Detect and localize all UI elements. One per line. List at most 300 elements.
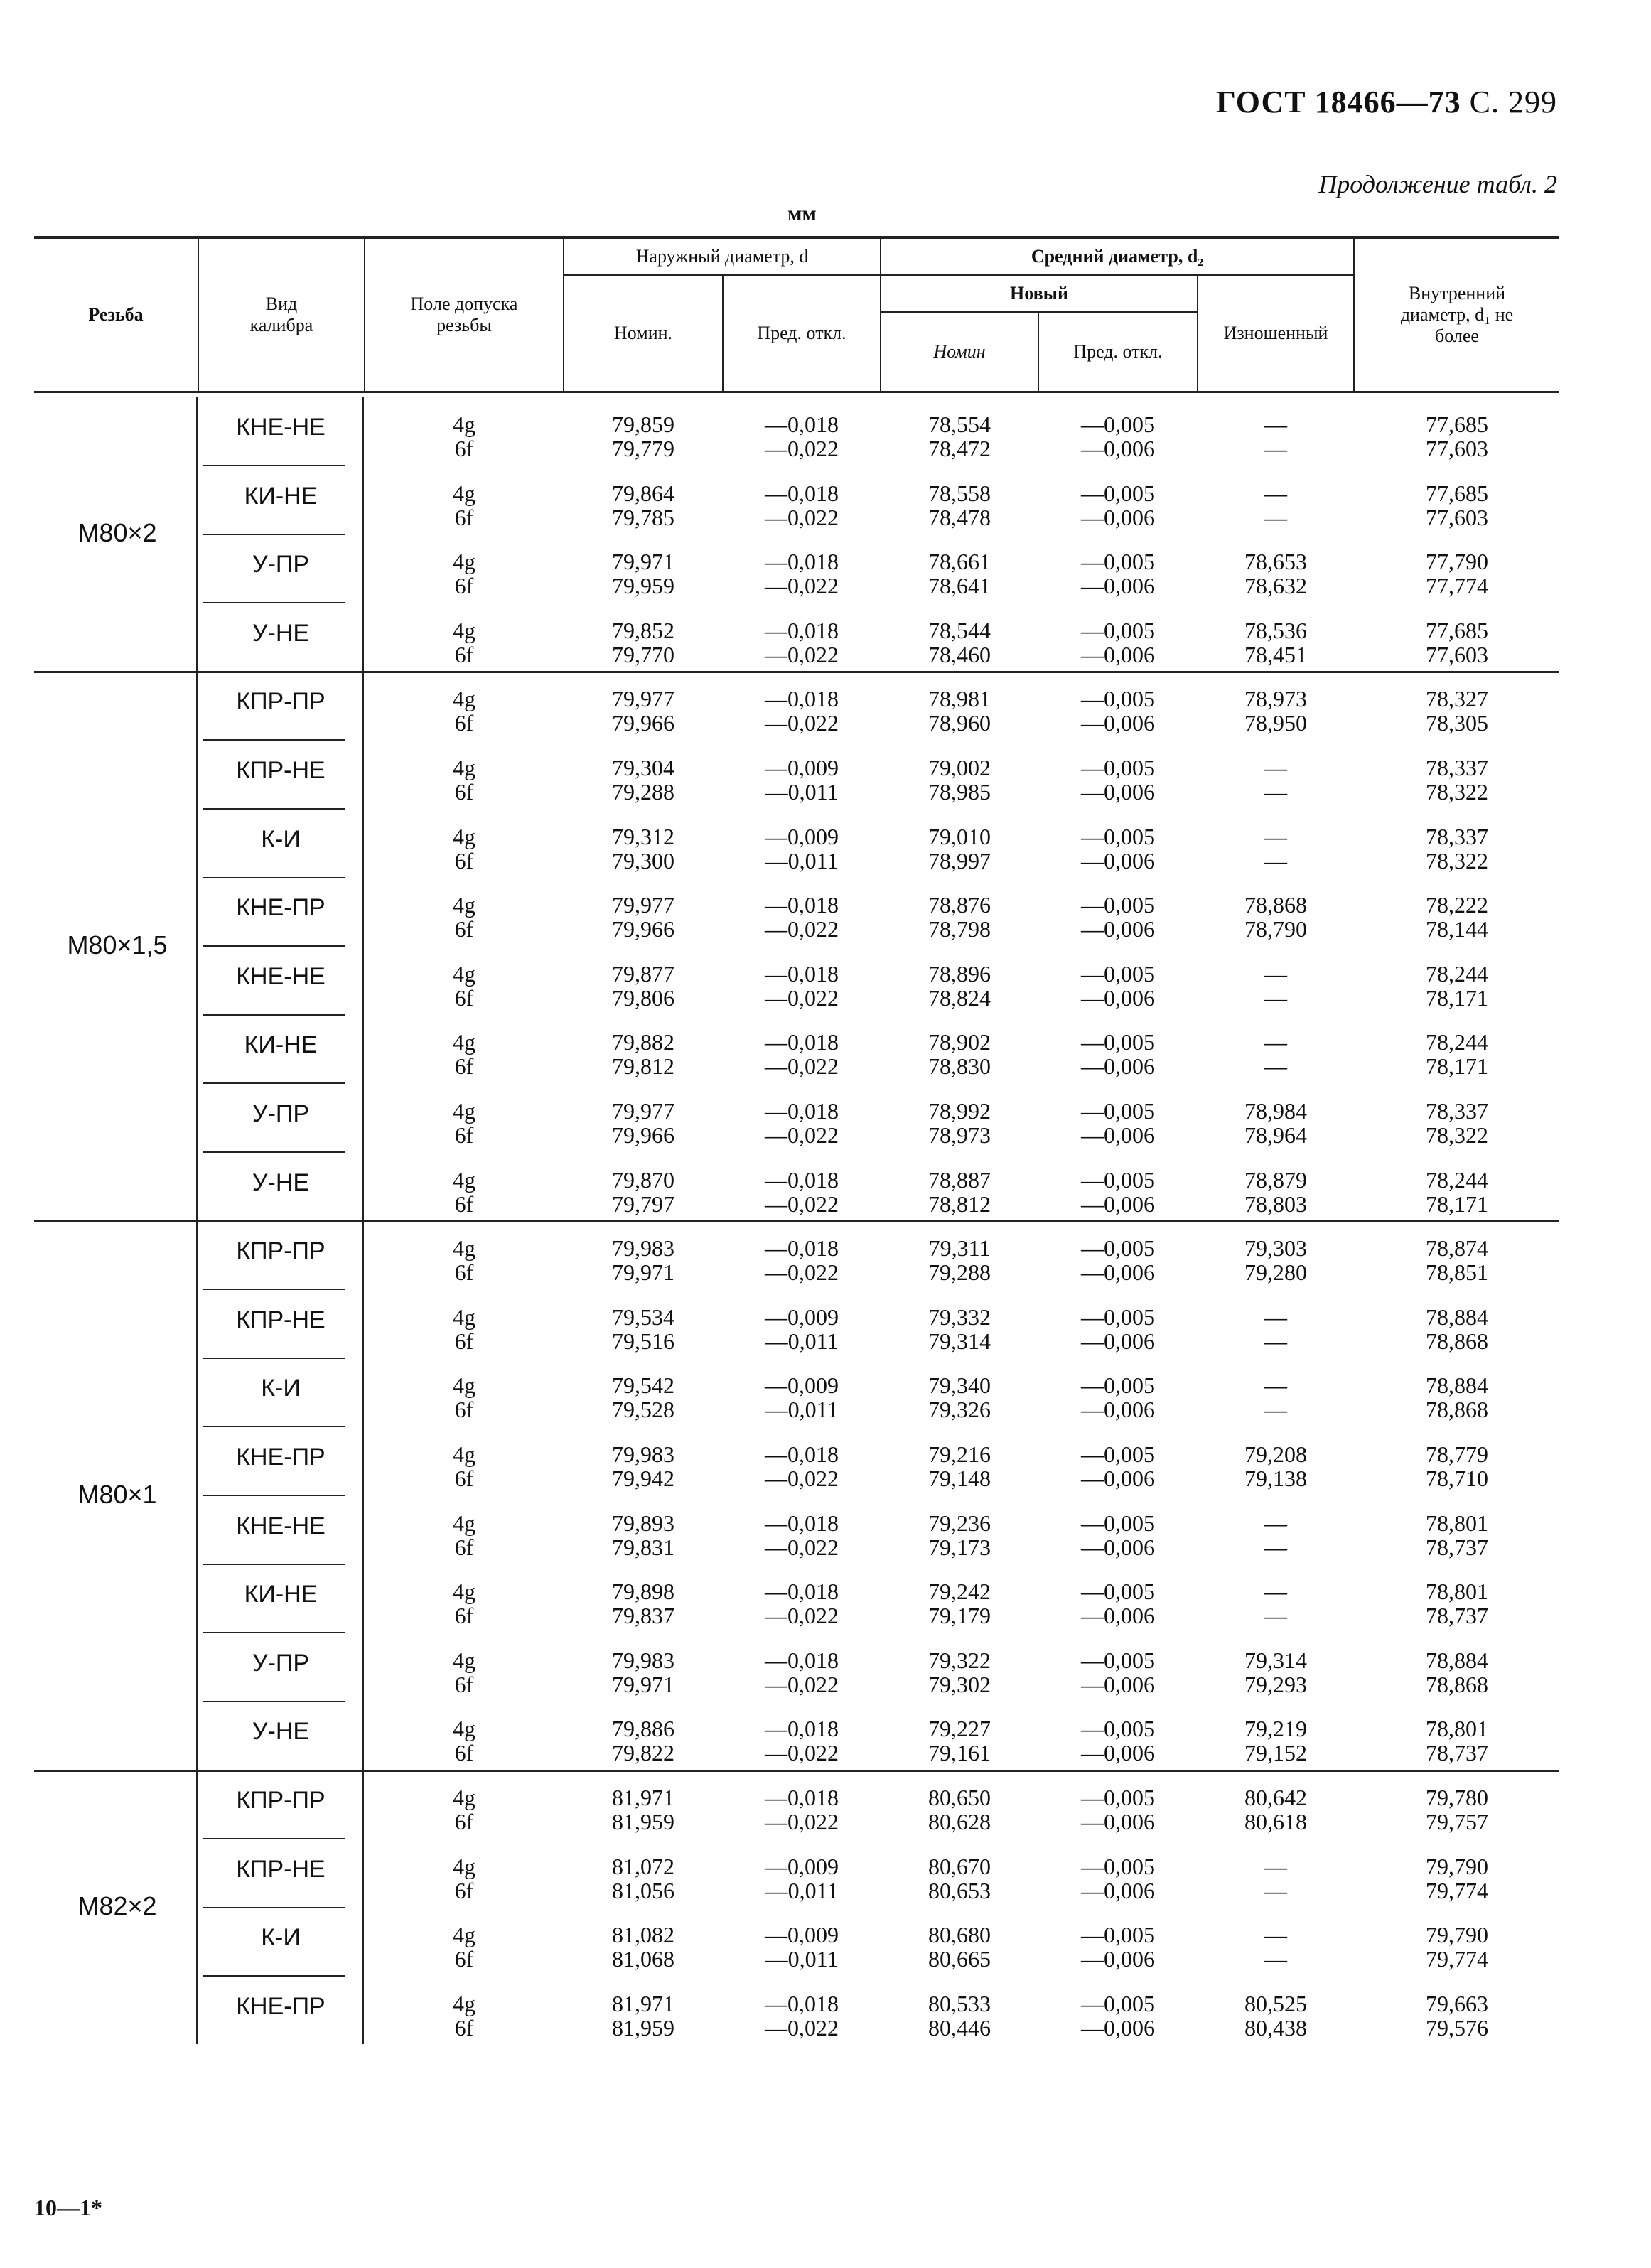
value-lower: 78,171 bbox=[1426, 1191, 1488, 1217]
cell-pitch-dev bbox=[1039, 1511, 1197, 1559]
value-lower: 79,138 bbox=[1244, 1466, 1307, 1491]
gauge-row-rule bbox=[203, 1082, 345, 1084]
value-lower: 79,179 bbox=[928, 1603, 991, 1629]
value-upper: 80,642 bbox=[1244, 1785, 1307, 1810]
thread-label: М80×2 bbox=[77, 518, 157, 548]
section-divider bbox=[362, 1770, 364, 2044]
value-upper: 4g bbox=[453, 1785, 475, 1810]
value-lower: — bbox=[1264, 504, 1287, 530]
cell-pitch-nom bbox=[881, 1099, 1038, 1147]
cell-outer-nom bbox=[564, 893, 722, 941]
value-upper: — bbox=[1264, 1510, 1287, 1536]
value-lower: 79,528 bbox=[612, 1397, 674, 1423]
cell-outer-dev bbox=[724, 1236, 880, 1284]
value-upper: 79,534 bbox=[612, 1304, 674, 1330]
value-lower: 78,632 bbox=[1244, 573, 1307, 599]
value-lower: —0,006 bbox=[1081, 916, 1155, 942]
value-lower: 79,806 bbox=[612, 984, 674, 1011]
cell-outer-nom bbox=[564, 1373, 722, 1421]
cell-outer-dev bbox=[724, 824, 880, 873]
value-lower: 6f bbox=[454, 984, 474, 1011]
value-upper: 4g bbox=[453, 1510, 475, 1536]
cell-outer-nom bbox=[564, 1030, 722, 1078]
value-upper: —0,005 bbox=[1081, 1716, 1155, 1742]
gauge-type-label: КПР-НЕ bbox=[236, 757, 326, 784]
value-lower: —0,022 bbox=[765, 1191, 839, 1217]
value-upper: — bbox=[1264, 480, 1287, 506]
value-upper: 78,902 bbox=[928, 1029, 991, 1055]
value-lower: 78,868 bbox=[1426, 1397, 1488, 1423]
value-lower: —0,006 bbox=[1081, 1259, 1155, 1286]
value-lower: —0,022 bbox=[765, 2014, 839, 2041]
value-upper: 79,304 bbox=[612, 755, 674, 780]
value-upper: 78,868 bbox=[1244, 892, 1307, 918]
value-lower: 79,152 bbox=[1244, 1740, 1307, 1766]
value-upper: 79,882 bbox=[612, 1029, 674, 1055]
value-upper: 80,650 bbox=[928, 1785, 991, 1810]
cell-outer-nom bbox=[564, 1442, 722, 1490]
cell-inner-diameter bbox=[1355, 481, 1559, 530]
cell-pitch-nom bbox=[881, 1442, 1038, 1490]
value-lower: 78,144 bbox=[1426, 916, 1488, 942]
cell-outer-nom bbox=[564, 1099, 722, 1147]
cell-pitch-dev bbox=[1039, 1854, 1197, 1903]
cell-pitch-nom bbox=[881, 1168, 1038, 1216]
value-upper: 79,780 bbox=[1426, 1785, 1488, 1810]
value-lower: —0,011 bbox=[765, 1877, 839, 1903]
cell-inner-diameter bbox=[1355, 549, 1559, 598]
value-upper: —0,018 bbox=[765, 1098, 839, 1124]
value-lower: 6f bbox=[454, 1671, 474, 1697]
cell-tolerance bbox=[365, 481, 563, 530]
cell-inner-diameter bbox=[1355, 687, 1559, 735]
cell-outer-dev bbox=[724, 1648, 880, 1697]
cell-outer-nom bbox=[564, 1305, 722, 1353]
value-upper: 78,884 bbox=[1426, 1372, 1488, 1399]
thread-label: М80×1 bbox=[77, 1479, 157, 1509]
cell-pitch-dev bbox=[1039, 1785, 1197, 1834]
cell-inner-diameter bbox=[1355, 1648, 1559, 1697]
value-upper: 78,544 bbox=[928, 617, 991, 643]
value-upper: 79,242 bbox=[928, 1579, 991, 1605]
cell-pitch-nom bbox=[881, 824, 1038, 873]
cell-pitch-nom bbox=[881, 1716, 1038, 1765]
value-lower: 78,171 bbox=[1426, 1053, 1488, 1080]
value-lower: 78,868 bbox=[1426, 1328, 1488, 1354]
table-continuation-note: Продолжение табл. 2 bbox=[1318, 170, 1557, 198]
value-lower: 6f bbox=[454, 436, 474, 461]
cell-pitch-nom bbox=[881, 1785, 1038, 1834]
value-lower: —0,006 bbox=[1081, 1053, 1155, 1080]
value-upper: 78,887 bbox=[928, 1166, 991, 1193]
value-lower: 6f bbox=[454, 1740, 474, 1766]
cell-tolerance bbox=[365, 962, 563, 1010]
value-upper: 79,864 bbox=[612, 480, 674, 506]
value-upper: 4g bbox=[453, 686, 475, 712]
value-lower: 78,997 bbox=[928, 847, 991, 874]
gauge-row-rule bbox=[203, 1632, 345, 1633]
value-lower: 79,785 bbox=[612, 504, 674, 530]
cell-outer-nom bbox=[564, 1992, 722, 2040]
cell-outer-nom bbox=[564, 1785, 722, 1834]
value-upper: 79,219 bbox=[1244, 1716, 1307, 1742]
gauge-row-rule bbox=[203, 1495, 345, 1496]
value-upper: 77,790 bbox=[1426, 549, 1488, 575]
value-upper: —0,009 bbox=[765, 755, 839, 780]
value-upper: 77,685 bbox=[1426, 412, 1488, 437]
cell-inner-diameter bbox=[1355, 1579, 1559, 1628]
value-upper: —0,005 bbox=[1081, 412, 1155, 437]
value-upper: 79,977 bbox=[612, 892, 674, 918]
value-lower: 78,472 bbox=[928, 436, 991, 461]
value-lower: 79,770 bbox=[612, 641, 674, 667]
value-lower: 79,326 bbox=[928, 1397, 991, 1423]
value-upper: 78,984 bbox=[1244, 1098, 1307, 1124]
gauge-type-label: КИ-НЕ bbox=[244, 1031, 318, 1059]
value-lower: —0,022 bbox=[765, 1053, 839, 1080]
value-lower: —0,011 bbox=[765, 1328, 839, 1354]
value-upper: 81,072 bbox=[612, 1853, 674, 1879]
cell-tolerance bbox=[365, 1716, 563, 1765]
value-upper: —0,009 bbox=[765, 1853, 839, 1879]
cell-worn bbox=[1198, 756, 1353, 804]
value-upper: —0,018 bbox=[765, 1785, 839, 1810]
cell-outer-nom bbox=[564, 962, 722, 1010]
table-header-rule bbox=[34, 391, 1559, 393]
cell-pitch-dev bbox=[1039, 1442, 1197, 1490]
gauge-type-label: КНЕ-ПР bbox=[236, 1992, 326, 2020]
value-upper: 78,554 bbox=[928, 412, 991, 437]
cell-pitch-dev bbox=[1039, 481, 1197, 530]
gauge-type-label: КПР-НЕ bbox=[236, 1306, 326, 1333]
value-lower: 78,851 bbox=[1426, 1259, 1488, 1286]
cell-tolerance bbox=[365, 1579, 563, 1628]
cell-worn bbox=[1198, 824, 1353, 873]
gauge-row-rule bbox=[203, 1975, 345, 1977]
gauge-type-label: КПР-ПР bbox=[236, 1787, 326, 1814]
value-lower: —0,022 bbox=[765, 1122, 839, 1148]
cell-pitch-nom bbox=[881, 962, 1038, 1010]
value-lower: 6f bbox=[454, 916, 474, 942]
value-lower: —0,011 bbox=[765, 1397, 839, 1423]
value-lower: —0,006 bbox=[1081, 847, 1155, 874]
section-rule bbox=[34, 1770, 1559, 1772]
value-upper: 79,893 bbox=[612, 1510, 674, 1536]
value-lower: —0,006 bbox=[1081, 1328, 1155, 1354]
value-lower: —0,022 bbox=[765, 1259, 839, 1286]
value-upper: 4g bbox=[453, 1716, 475, 1742]
section-divider bbox=[196, 397, 198, 671]
value-upper: —0,005 bbox=[1081, 1785, 1155, 1810]
cell-worn bbox=[1198, 1923, 1353, 1971]
cell-worn bbox=[1198, 1030, 1353, 1078]
value-lower: —0,022 bbox=[765, 984, 839, 1011]
value-lower: 78,451 bbox=[1244, 641, 1307, 667]
cell-outer-nom bbox=[564, 687, 722, 735]
value-lower: — bbox=[1264, 1328, 1287, 1354]
value-upper: 80,525 bbox=[1244, 1990, 1307, 2016]
cell-pitch-dev bbox=[1039, 1168, 1197, 1216]
value-lower: 79,971 bbox=[612, 1671, 674, 1697]
value-upper: 4g bbox=[453, 1098, 475, 1124]
value-lower: —0,006 bbox=[1081, 1466, 1155, 1491]
value-upper: 4g bbox=[453, 1304, 475, 1330]
cell-worn bbox=[1198, 962, 1353, 1010]
value-upper: 78,536 bbox=[1244, 617, 1307, 643]
cell-pitch-dev bbox=[1039, 756, 1197, 804]
gauge-row-rule bbox=[203, 1151, 345, 1153]
gauge-type-label: У-ПР bbox=[252, 551, 310, 579]
value-lower: 80,446 bbox=[928, 2014, 991, 2041]
gauge-type-label: К-И bbox=[261, 1375, 301, 1402]
value-upper: 4g bbox=[453, 1372, 475, 1399]
cell-outer-dev bbox=[724, 1030, 880, 1078]
cell-inner-diameter bbox=[1355, 1442, 1559, 1490]
value-upper: 78,981 bbox=[928, 686, 991, 712]
cell-pitch-dev bbox=[1039, 1236, 1197, 1284]
cell-outer-dev bbox=[724, 1923, 880, 1971]
value-lower: 6f bbox=[454, 1603, 474, 1629]
value-lower: —0,006 bbox=[1081, 1671, 1155, 1697]
value-upper: —0,005 bbox=[1081, 480, 1155, 506]
value-lower: —0,006 bbox=[1081, 641, 1155, 667]
value-upper: —0,018 bbox=[765, 1990, 839, 2016]
value-lower: 81,959 bbox=[612, 2014, 674, 2041]
value-lower: — bbox=[1264, 779, 1287, 805]
value-lower: —0,006 bbox=[1081, 1534, 1155, 1560]
value-upper: 4g bbox=[453, 480, 475, 506]
value-upper: —0,018 bbox=[765, 1716, 839, 1742]
value-lower: 79,148 bbox=[928, 1466, 991, 1491]
value-upper: 78,327 bbox=[1426, 686, 1488, 712]
value-upper: —0,005 bbox=[1081, 1166, 1155, 1193]
value-lower: — bbox=[1264, 984, 1287, 1011]
col-worn: Изношенный bbox=[1223, 323, 1328, 344]
value-lower: 78,798 bbox=[928, 916, 991, 942]
cell-outer-dev bbox=[724, 893, 880, 941]
value-lower: 79,774 bbox=[1426, 1877, 1488, 1903]
section-rule bbox=[34, 1220, 1559, 1222]
cell-worn bbox=[1198, 1854, 1353, 1903]
gauge-type-label: КПР-ПР bbox=[236, 688, 326, 716]
cell-outer-dev bbox=[724, 1716, 880, 1765]
value-upper: — bbox=[1264, 412, 1287, 437]
value-lower: 79,966 bbox=[612, 1122, 674, 1148]
gauge-type-label: У-ПР bbox=[252, 1649, 310, 1677]
value-lower: —0,006 bbox=[1081, 2014, 1155, 2041]
value-lower: 77,603 bbox=[1426, 504, 1488, 530]
value-lower: 80,438 bbox=[1244, 2014, 1307, 2041]
value-upper: 78,779 bbox=[1426, 1441, 1488, 1467]
cell-worn bbox=[1198, 1305, 1353, 1353]
cell-inner-diameter bbox=[1355, 1854, 1559, 1903]
value-upper: 4g bbox=[453, 1647, 475, 1673]
value-upper: 4g bbox=[453, 1922, 475, 1948]
col-thread: Резьба bbox=[88, 304, 144, 326]
value-lower: —0,006 bbox=[1081, 1397, 1155, 1423]
cell-outer-dev bbox=[724, 1168, 880, 1216]
col-new: Новый bbox=[1010, 283, 1068, 304]
cell-outer-dev bbox=[724, 1099, 880, 1147]
cell-pitch-nom bbox=[881, 756, 1038, 804]
cell-pitch-dev bbox=[1039, 412, 1197, 461]
value-upper: 4g bbox=[453, 549, 475, 575]
thread-label: М80×1,5 bbox=[67, 930, 168, 960]
gauge-type-label: К-И bbox=[261, 1924, 301, 1952]
value-upper: 78,244 bbox=[1426, 1029, 1488, 1055]
cell-outer-nom bbox=[564, 549, 722, 598]
value-upper: 78,337 bbox=[1426, 823, 1488, 849]
value-lower: 79,837 bbox=[612, 1603, 674, 1629]
gauge-row-rule bbox=[203, 602, 345, 603]
cell-pitch-dev bbox=[1039, 1716, 1197, 1765]
cell-pitch-dev bbox=[1039, 962, 1197, 1010]
cell-worn bbox=[1198, 1099, 1353, 1147]
value-lower: 80,628 bbox=[928, 1809, 991, 1834]
cell-tolerance bbox=[365, 1099, 563, 1147]
value-lower: —0,006 bbox=[1081, 984, 1155, 1011]
value-lower: 79,959 bbox=[612, 573, 674, 599]
value-lower: 79,302 bbox=[928, 1671, 991, 1697]
value-lower: —0,022 bbox=[765, 504, 839, 530]
cell-tolerance bbox=[365, 756, 563, 804]
value-lower: 6f bbox=[454, 641, 474, 667]
value-lower: 77,603 bbox=[1426, 436, 1488, 461]
cell-pitch-nom bbox=[881, 1511, 1038, 1559]
cell-tolerance bbox=[365, 549, 563, 598]
thread-label: М82×2 bbox=[77, 1891, 157, 1921]
value-upper: 4g bbox=[453, 617, 475, 643]
cell-outer-nom bbox=[564, 756, 722, 804]
cell-pitch-dev bbox=[1039, 618, 1197, 667]
value-upper: 77,685 bbox=[1426, 480, 1488, 506]
value-lower: 78,803 bbox=[1244, 1191, 1307, 1217]
value-upper: 78,337 bbox=[1426, 755, 1488, 780]
value-lower: 6f bbox=[454, 1946, 474, 1972]
cell-inner-diameter bbox=[1355, 1716, 1559, 1765]
value-upper: 4g bbox=[453, 412, 475, 437]
gauge-type-label: КНЕ-НЕ bbox=[236, 962, 326, 990]
cell-tolerance bbox=[365, 1785, 563, 1834]
value-upper: —0,005 bbox=[1081, 1098, 1155, 1124]
value-upper: 79,886 bbox=[612, 1716, 674, 1742]
value-lower: 6f bbox=[454, 1466, 474, 1491]
cell-outer-dev bbox=[724, 481, 880, 530]
value-upper: —0,018 bbox=[765, 1166, 839, 1193]
cell-outer-dev bbox=[724, 1992, 880, 2040]
cell-inner-diameter bbox=[1355, 824, 1559, 873]
value-upper: 78,801 bbox=[1426, 1510, 1488, 1536]
cell-inner-diameter bbox=[1355, 1785, 1559, 1834]
value-lower: 6f bbox=[454, 504, 474, 530]
cell-worn bbox=[1198, 618, 1353, 667]
value-lower: 78,985 bbox=[928, 779, 991, 805]
value-lower: —0,022 bbox=[765, 1466, 839, 1491]
value-lower: 6f bbox=[454, 710, 474, 736]
value-upper: 79,977 bbox=[612, 1098, 674, 1124]
value-upper: — bbox=[1264, 1304, 1287, 1330]
cell-pitch-dev bbox=[1039, 1305, 1197, 1353]
cell-outer-nom bbox=[564, 1579, 722, 1628]
value-lower: —0,006 bbox=[1081, 1122, 1155, 1148]
value-lower: 78,322 bbox=[1426, 779, 1488, 805]
value-lower: — bbox=[1264, 847, 1287, 874]
value-upper: 78,973 bbox=[1244, 686, 1307, 712]
value-upper: 79,983 bbox=[612, 1235, 674, 1262]
document-title: ГОСТ 18466—73 С. 299 bbox=[1215, 85, 1557, 119]
value-lower: — bbox=[1264, 436, 1287, 461]
value-upper: 79,790 bbox=[1426, 1922, 1488, 1948]
value-lower: 80,618 bbox=[1244, 1809, 1307, 1834]
value-lower: 77,603 bbox=[1426, 641, 1488, 667]
cell-worn bbox=[1198, 549, 1353, 598]
cell-tolerance bbox=[365, 1168, 563, 1216]
value-lower: 78,824 bbox=[928, 984, 991, 1011]
value-lower: 78,964 bbox=[1244, 1122, 1307, 1148]
cell-pitch-dev bbox=[1039, 1099, 1197, 1147]
value-lower: — bbox=[1264, 1877, 1287, 1903]
value-upper: —0,005 bbox=[1081, 823, 1155, 849]
cell-pitch-nom bbox=[881, 1579, 1038, 1628]
value-upper: 79,663 bbox=[1426, 1990, 1488, 2016]
value-upper: —0,018 bbox=[765, 1029, 839, 1055]
cell-pitch-nom bbox=[881, 549, 1038, 598]
value-lower: —0,006 bbox=[1081, 504, 1155, 530]
value-upper: 78,244 bbox=[1426, 1166, 1488, 1193]
value-upper: —0,018 bbox=[765, 549, 839, 575]
cell-outer-nom bbox=[564, 1854, 722, 1903]
value-lower: —0,022 bbox=[765, 916, 839, 942]
cell-pitch-nom bbox=[881, 687, 1038, 735]
cell-outer-nom bbox=[564, 412, 722, 461]
value-upper: —0,018 bbox=[765, 960, 839, 987]
section-divider bbox=[196, 1220, 198, 1770]
value-upper: 4g bbox=[453, 1235, 475, 1262]
value-upper: —0,005 bbox=[1081, 1372, 1155, 1399]
cell-pitch-nom bbox=[881, 1854, 1038, 1903]
value-upper: —0,005 bbox=[1081, 1853, 1155, 1879]
value-lower: — bbox=[1264, 1946, 1287, 1972]
value-lower: —0,022 bbox=[765, 1809, 839, 1834]
cell-outer-dev bbox=[724, 1305, 880, 1353]
value-lower: 6f bbox=[454, 1053, 474, 1080]
value-upper: 78,222 bbox=[1426, 892, 1488, 918]
value-upper: —0,018 bbox=[765, 686, 839, 712]
value-lower: —0,006 bbox=[1081, 1809, 1155, 1834]
cell-outer-dev bbox=[724, 756, 880, 804]
value-lower: 78,737 bbox=[1426, 1603, 1488, 1629]
value-lower: 79,971 bbox=[612, 1259, 674, 1286]
gauge-type-label: КНЕ-НЕ bbox=[236, 414, 326, 441]
value-upper: 79,010 bbox=[928, 823, 991, 849]
value-upper: —0,018 bbox=[765, 480, 839, 506]
value-lower: 79,288 bbox=[928, 1259, 991, 1286]
page-signature: 10—1* bbox=[34, 2195, 102, 2220]
value-lower: —0,011 bbox=[765, 779, 839, 805]
cell-tolerance bbox=[365, 824, 563, 873]
value-upper: 79,870 bbox=[612, 1166, 674, 1193]
cell-inner-diameter bbox=[1355, 1305, 1559, 1353]
value-lower: 79,173 bbox=[928, 1534, 991, 1560]
cell-inner-diameter bbox=[1355, 962, 1559, 1010]
value-lower: —0,022 bbox=[765, 1740, 839, 1766]
value-upper: 78,884 bbox=[1426, 1647, 1488, 1673]
value-upper: 4g bbox=[453, 1579, 475, 1605]
cell-worn bbox=[1198, 1373, 1353, 1421]
value-upper: 4g bbox=[453, 1990, 475, 2016]
cell-inner-diameter bbox=[1355, 1923, 1559, 1971]
cell-worn bbox=[1198, 1168, 1353, 1216]
